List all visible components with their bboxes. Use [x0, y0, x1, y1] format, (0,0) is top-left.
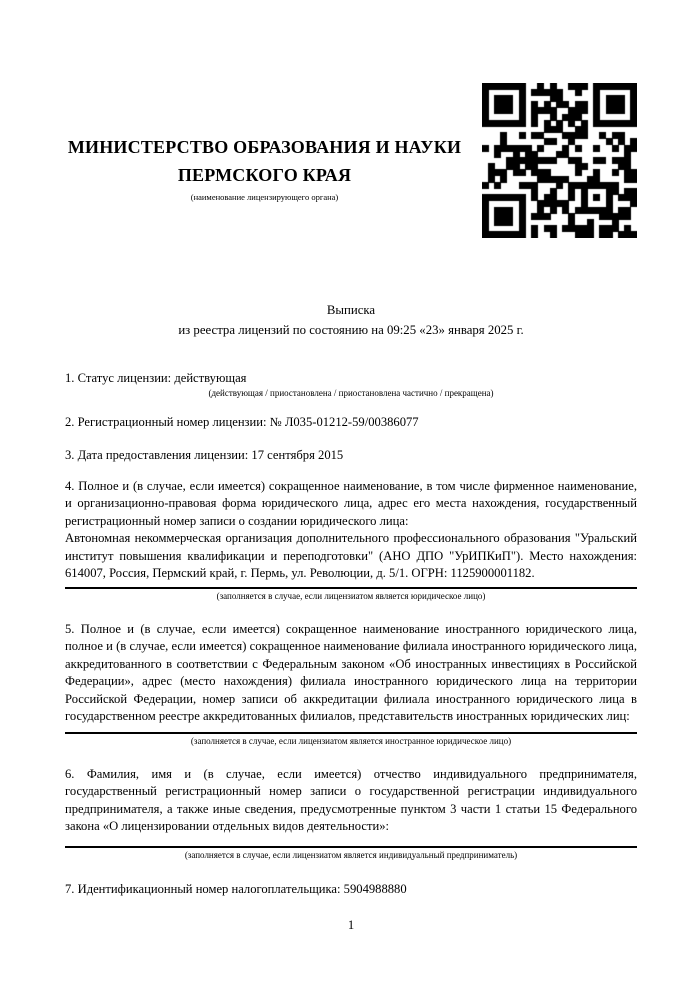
qr-code-icon: [482, 83, 637, 240]
item-license-date: [65, 447, 637, 465]
document-title: [65, 300, 637, 340]
ministry-name-line1: МИНИСТЕРСТВО ОБРАЗОВАНИЯ И НАУКИ: [67, 137, 462, 157]
license-date-text: 3. Дата предоставления лицензии: 17 сентября 2015: [65, 448, 344, 462]
fill-line: [65, 732, 637, 734]
page-number: 1: [347, 918, 355, 932]
legal-entity-question: 4. Полное и (в случае, если имеется) сокращенное наименование, в том числе фирменное наименование, и организационно-правовая форма юридического лица, адрес его места нахождения, государственный регистрационный номер записи о создании юридического лица:: [65, 478, 637, 528]
item-legal-entity: [65, 478, 637, 602]
license-items: [65, 370, 637, 898]
item-registration-number: [65, 414, 637, 432]
entrepreneur-question: 6. Фамилия, имя и (в случае, если имеется) отчество индивидуального предпринимателя, государственный регистрационный номер записи о государственной регистрации индивидуального предпринимателя, а также иные сведения, предусмотренные пунктом 3 части 1 статьи 15 Федерального закона «О лицензировании отдельных видов деятельности»:: [65, 766, 637, 833]
item-license-status: [65, 370, 637, 399]
license-status-text: 1. Статус лицензии: действующая: [65, 371, 247, 385]
document-header: [65, 83, 637, 240]
foreign-entity-caption: (заполняется в случае, если лицензиатом является иностранное юридическое лицо): [190, 735, 512, 746]
item-foreign-entity: [65, 621, 637, 747]
fill-line: [65, 587, 637, 589]
ministry-caption: (наименование лицензирующего органа): [190, 192, 339, 202]
item-individual-entrepreneur: [65, 766, 637, 861]
fill-line: [65, 846, 637, 848]
ministry-name-line2: ПЕРМСКОГО КРАЯ: [177, 165, 352, 185]
licensing-authority: [65, 83, 482, 203]
title-line2: из реестра лицензий по состоянию на 09:25 «23» января 2025 г.: [178, 323, 524, 337]
legal-entity-caption: (заполняется в случае, если лицензиатом является юридическое лицо): [216, 590, 486, 601]
item-taxpayer-number: [65, 881, 637, 899]
title-line1: Выписка: [326, 303, 376, 317]
registration-number-text: 2. Регистрационный номер лицензии: № Л035-01212-59/00386077: [65, 414, 419, 429]
foreign-entity-question: 5. Полное и (в случае, если имеется) сокращенное наименование иностранного юридического лица, полное и (в случае, если имеется) сокращенное наименование филиала иностранного юридического лица, аккредитованного в соответствии с Федеральным законом «Об иностранных инвестициях в Российской Федерации», адрес (место нахождения) филиала иностранного юридического лица на территории Российской Федерации, номер записи об аккредитации филиала иностранного юридического лица в государственном реестре аккредитованных филиалов, представительств иностранных юридических лиц:: [65, 621, 637, 723]
entrepreneur-caption: (заполняется в случае, если лицензиатом является индивидуальный предприниматель): [184, 849, 518, 860]
legal-entity-answer: Автономная некоммерческая организация дополнительного профессионального образования "Уральский институт повышения квалификации и переподготовки" (АНО ДПО "УрИПКиП"). Место нахождения: 614007, Россия, Пермский край, г. Пермь, ул. Революции, д. 5/1. ОГРН: 1125900001182.: [65, 531, 637, 580]
taxpayer-number-text: 7. Идентификационный номер налогоплательщика: 5904988880: [65, 881, 407, 896]
license-status-caption: (действующая / приостановлена / приостановлена частично / прекращена): [208, 387, 494, 398]
